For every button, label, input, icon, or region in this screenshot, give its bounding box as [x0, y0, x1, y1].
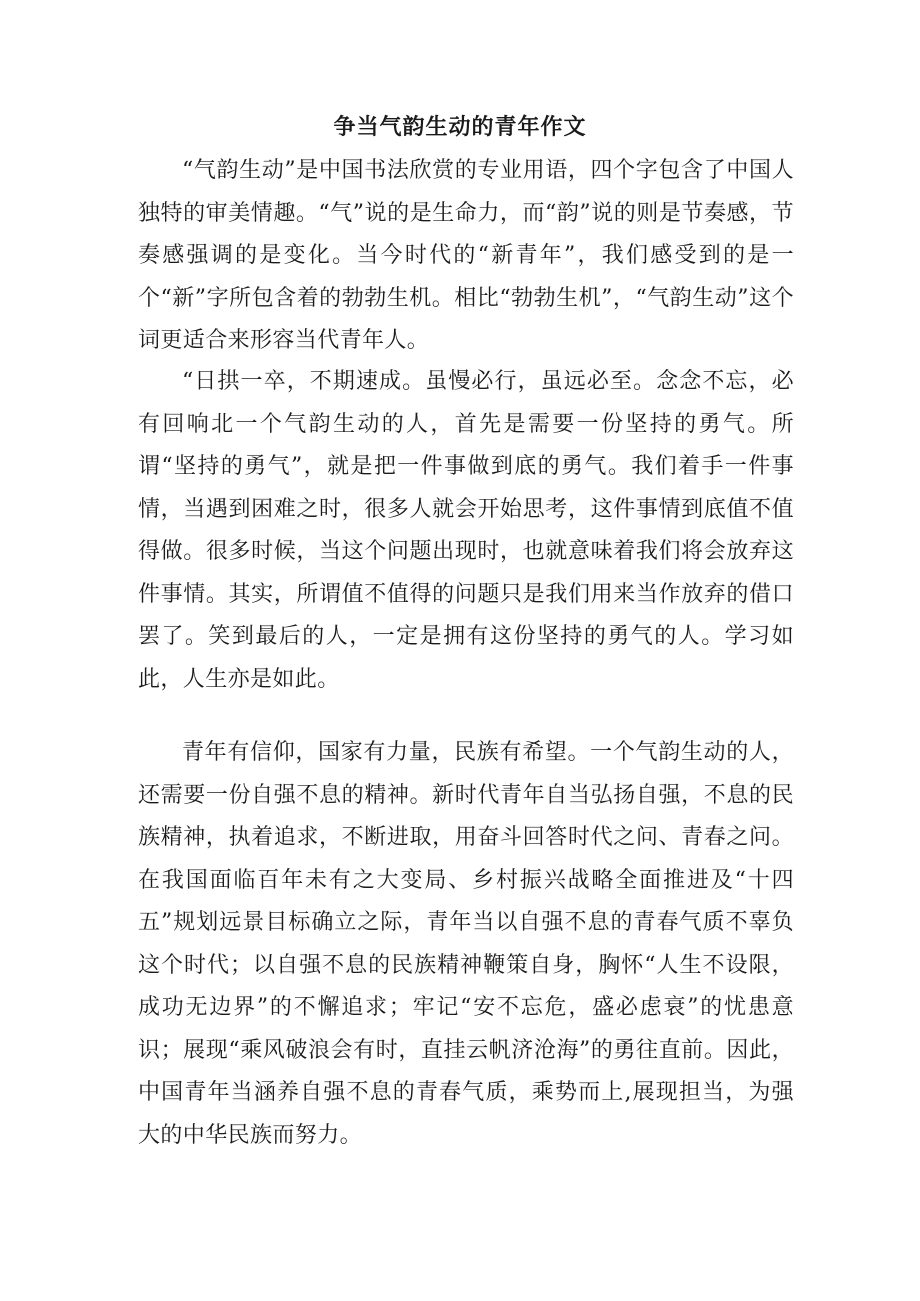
- essay-title: 争当气韵生动的青年作文: [333, 114, 587, 140]
- paragraph-1: “气韵生动”是中国书法欣赏的专业用语，四个字包含了中国人独特的审美情趣。“气”说的是生命力，而“韵”说的则是节奏感，节奏感强调的是变化。当今时代的“新青年”，我们感受到的是一个“新”字所包含着的勃勃生机。相比“勃勃生机”，“气韵生动”这个词更适合来形容当代青年人。: [138, 158, 794, 353]
- paragraph-2: “日拱一卒，不期速成。虽慢必行，虽远必至。念念不忘，必有回响北一个气韵生动的人，首先是需要一份坚持的勇气。所谓“坚持的勇气”，就是把一件事做到底的勇气。我们着手一件事情，当遇到困难之时，很多人就会开始思考，这件事情到底值不值得做。很多时候，当这个问题出现时，也就意味着我们将会放弃这件事情。其实，所谓值不值得的问题只是我们用来当作放弃的借口罢了。笑到最后的人，一定是拥有这份坚持的勇气的人。学习如此，人生亦是如此。: [138, 369, 794, 692]
- paragraph-3: 青年有信仰，国家有力量，民族有希望。一个气韵生动的人，还需要一份自强不息的精神。新时代青年自当弘扬自强，不息的民族精神，执着追求，不断进取，用奋斗回答时代之问、青春之问。在我国面临百年未有之大变局、乡村振兴战略全面推进及“十四五”规划远景目标确立之际，青年当以自强不息的青春气质不辜负这个时代；以自强不息的民族精神鞭策自身，胸怀“人生不设限，成功无边界”的不懈追求；牢记“安不忘危，盛必虑衰”的忧患意识；展现“乘风破浪会有时，直挂云帆济沧海”的勇往直前。因此，中国青年当涵养自强不息的青春气质，乘势而上,展现担当，为强大的中华民族而努力。: [138, 740, 794, 1148]
